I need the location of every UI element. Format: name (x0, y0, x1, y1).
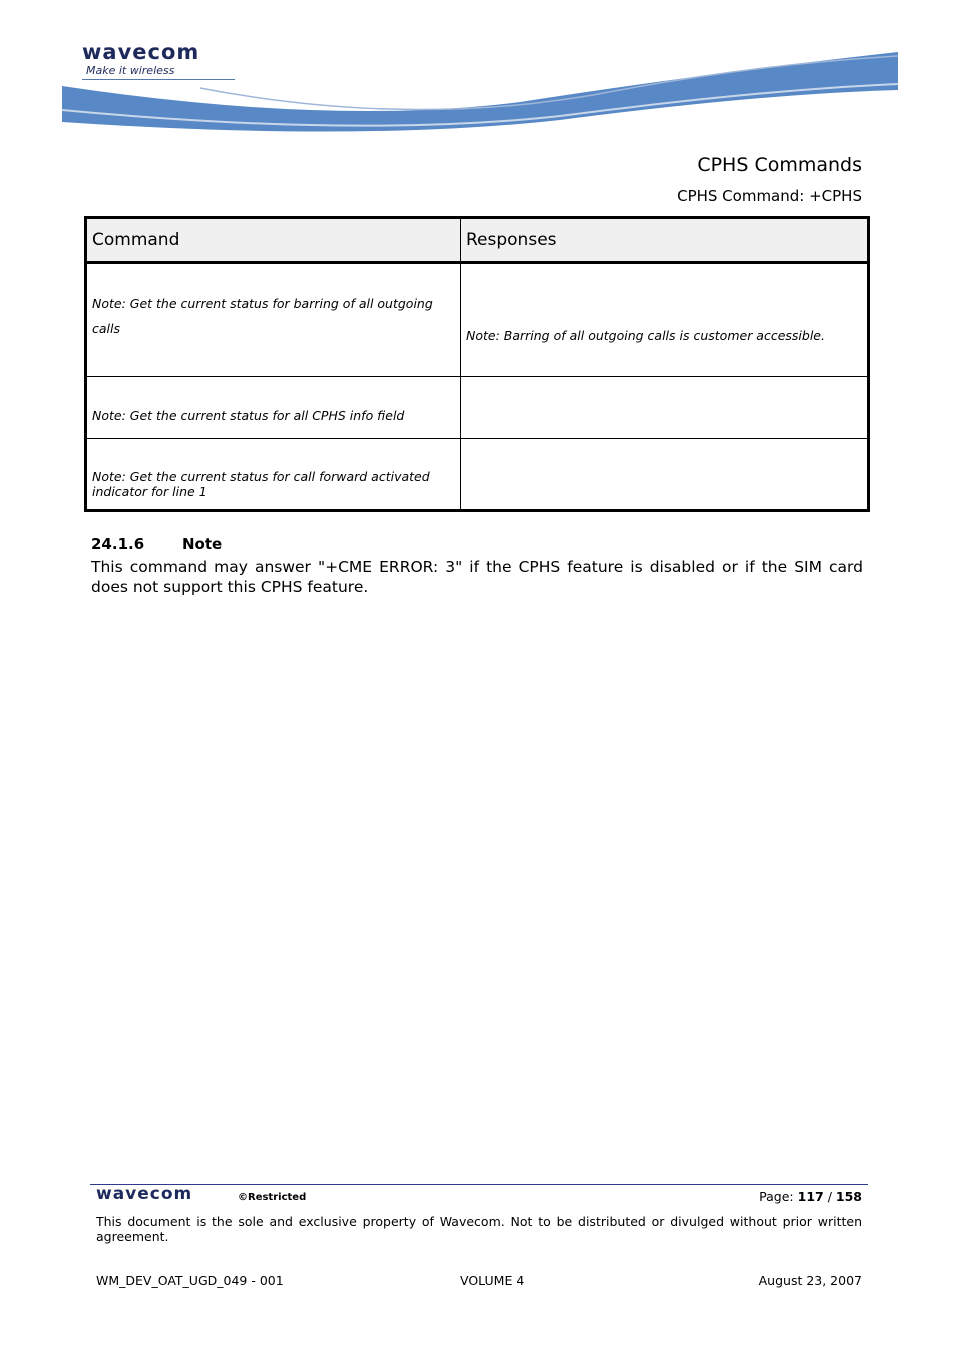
response-cell: Note: Barring of all outgoing calls is customer accessible. (461, 263, 869, 377)
table-header-row (86, 218, 869, 263)
response-cell (461, 439, 869, 511)
footer-volume: VOLUME 4 (460, 1273, 525, 1288)
footer-wavecom-logo: wavecom (96, 1184, 193, 1204)
command-cell: Note: Get the current status for call forward activated indicator for line 1 (86, 439, 461, 511)
section-header-subtitle: CPHS Command: +CPHS (677, 187, 862, 205)
table-row (86, 377, 869, 439)
footer-property-notice: This document is the sole and exclusive property of Wavecom. Not to be distributed or divulged without prior written agreement. (96, 1214, 862, 1244)
page-total: 158 (835, 1189, 862, 1204)
page-separator: / (827, 1189, 832, 1204)
header-swoosh-graphic (0, 50, 954, 150)
logo-tagline: Make it wireless (86, 64, 175, 77)
section-number: 24.1.6 (91, 535, 145, 553)
section-header-title: CPHS Commands (697, 154, 862, 176)
section-title: Note (182, 535, 223, 553)
response-cell (461, 377, 869, 439)
section-heading (91, 535, 222, 553)
footer-rule (90, 1184, 868, 1185)
footer-doc-reference: WM_DEV_OAT_UGD_049 - 001 (96, 1273, 284, 1288)
command-cell: Note: Get the current status for barring of all outgoing calls (86, 263, 461, 377)
footer-date: August 23, 2007 (758, 1273, 862, 1288)
table-row (86, 439, 869, 511)
page-current: 117 (797, 1189, 824, 1204)
header-responses: Responses (461, 218, 869, 263)
section-body: This command may answer "+CME ERROR: 3" if the CPHS feature is disabled or if the SIM card does not support this CPHS feature. (91, 558, 863, 596)
command-table (84, 216, 870, 512)
footer-page-number (759, 1189, 862, 1204)
footer-restricted-label: ©Restricted (238, 1192, 307, 1203)
wavecom-logo: wavecom (82, 40, 200, 64)
command-cell: Note: Get the current status for all CPHS info field (86, 377, 461, 439)
page-label: Page: (759, 1189, 794, 1204)
table-row (86, 263, 869, 377)
header-command: Command (86, 218, 461, 263)
